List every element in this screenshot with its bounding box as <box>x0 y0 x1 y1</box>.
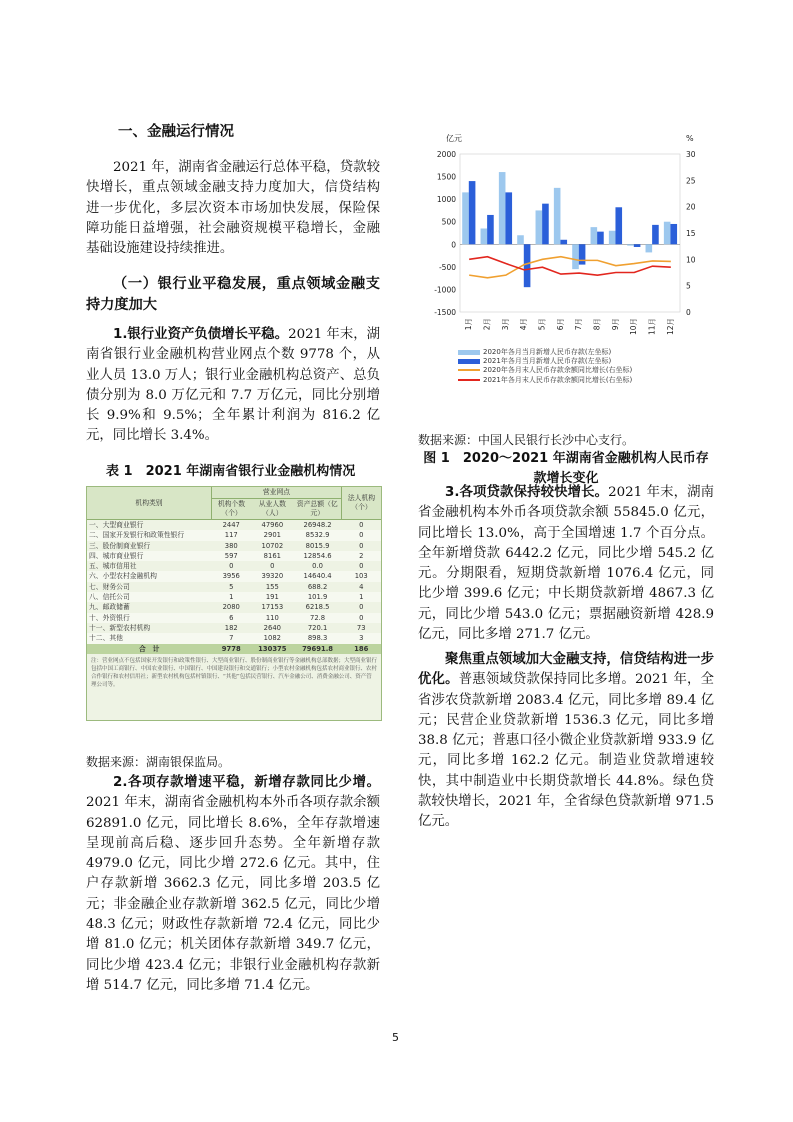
row-value: 0 <box>270 562 275 571</box>
row-value: 155 <box>265 582 279 591</box>
row-value: 2 <box>359 551 364 560</box>
intro-paragraph: 2021 年，湖南省金融运行总体平稳，贷款较快增长，重点领域金融支持力度加大，信贷结构进一步优化，多层次资本市场加快发展，保险保障功能日益增强，社会融资规模平稳增长，金融基础设施建设持续推进。 <box>86 160 380 257</box>
bar-2020 <box>481 228 488 244</box>
paragraph-body: 2021 年末，湖南省金融机构本外币各项存款余额 62891.0 亿元，同比增长 8.6%，全年存款增速呈现前高后稳、逐步回升态势。全年新增存款 4979.0 亿元，同比少增 272.6 亿元。其中，住户存款新增 3662.3 亿元，同比多增 203.5 亿元；非金融企业存款新增 362.5 亿元，同比少增 48.3 亿元；财政性存款新增 72.4 亿元，同比少增 81.0 亿元；机关团体存款新增 349.7 亿元，同比少增 423.4 亿元；非银行业金融机构存款新增 514.7 亿元，同比多增 71.4 亿元。 <box>86 795 380 993</box>
figure-caption: 图 1 2020～2021 年湖南省金融机构人民币存款增长变化 <box>423 451 709 486</box>
bar-2021 <box>652 225 659 244</box>
row-value: 0 <box>359 603 364 612</box>
table-row <box>87 623 381 633</box>
row-value: 688.2 <box>307 582 328 591</box>
row-value: 597 <box>224 551 238 560</box>
row-value: 101.9 <box>307 593 328 602</box>
table-note: 注：营业网点不包括国家开发银行和政策性银行、大型商业银行、股份制商业银行等金融机构总部数据；大型商业银行包括中国工商银行、中国农业银行、中国银行、中国建设银行和交通银行；小型农村金融机构包括农村商业银行、农村合作银行和农村信用社；新型农村机构包括村镇银行、“其他”包括民营银行、汽车金融公司、消费金融公司、资产管理公司等。 <box>91 657 378 688</box>
row-value: 8015.9 <box>305 541 330 550</box>
row-value: 898.3 <box>307 634 328 643</box>
legend-item <box>458 357 632 366</box>
bar-2021 <box>542 204 549 245</box>
row-label: 五、城市信用社 <box>89 562 137 571</box>
row-label: 七、财务公司 <box>89 582 130 591</box>
x-tick-label: 5月 <box>537 318 547 331</box>
row-value: 2080 <box>222 603 240 612</box>
row-value: 3 <box>359 634 364 643</box>
left-tick-label: -500 <box>438 262 456 272</box>
right-tick-label: 15 <box>686 229 696 238</box>
header-legal: 法人机构（个） <box>341 487 381 520</box>
table-row <box>87 561 381 571</box>
row-label: 一、大型商业银行 <box>89 521 144 529</box>
table-source: 数据来源：湖南银保监局。 <box>86 755 231 769</box>
row-value: 8161 <box>263 551 281 560</box>
row-value: 2640 <box>263 623 281 632</box>
right-tick-label: 20 <box>686 202 696 212</box>
row-value: 39320 <box>261 572 284 581</box>
bar-2021 <box>560 240 567 245</box>
paragraph-lead: 1.银行业资产负债增长平稳。 <box>113 327 289 342</box>
row-label: 四、城市商业银行 <box>89 551 144 560</box>
paragraph-lead: 3.各项贷款保持较快增长。 <box>445 485 609 500</box>
bar-2020 <box>646 244 653 252</box>
right-tick-label: 0 <box>686 308 691 317</box>
bar-2020 <box>462 192 469 244</box>
paragraph-lead: 2.各项存款增速平稳，新增存款同比少增。 <box>113 775 380 790</box>
row-value: 5 <box>229 582 234 591</box>
bar-2020 <box>554 188 561 244</box>
left-tick-label: -1500 <box>434 308 456 317</box>
row-value: 17153 <box>261 603 284 612</box>
header-count: 机构个数（个） <box>212 499 251 520</box>
row-label: 六、小型农村金融机构 <box>89 572 157 581</box>
bar-2020 <box>572 244 579 269</box>
row-value: 0 <box>229 562 234 571</box>
row-value: 1 <box>359 593 364 602</box>
row-value: 73 <box>356 623 366 632</box>
table-row <box>87 541 381 551</box>
row-value: 182 <box>224 623 238 632</box>
row-value: 3956 <box>222 572 240 581</box>
legend-label: 2021年各月末人民币存款余额同比增长(右坐标) <box>483 375 633 384</box>
bar-2020 <box>517 235 524 244</box>
x-tick-label: 9月 <box>610 318 620 331</box>
legend-swatch <box>458 350 480 355</box>
row-value: 0 <box>359 613 364 622</box>
paragraph-body: 2021 年末，湖南省金融机构本外币各项贷款余额 55845.0 亿元，同比增长 13.0%，高于全国增速 1.7 个百分点。全年新增贷款 6442.2 亿元，同比少增 545.2 亿元。分期限看，短期贷款新增 1076.4 亿元，同比少增 399.6 亿元；中长期贷款新增 4867.3 亿元，同比少增 543.0 亿元；票据融资新增 428.9 亿元，同比多增 271.7 亿元。 <box>418 485 715 643</box>
x-tick-label: 7月 <box>574 318 584 331</box>
x-tick-label: 4月 <box>519 318 529 331</box>
row-value: 6 <box>229 613 234 622</box>
row-label: 二、国家开发银行和政策性银行 <box>89 531 185 540</box>
row-value: 4 <box>359 582 364 591</box>
bar-2020 <box>591 227 598 244</box>
legend-swatch <box>458 369 480 371</box>
legend-label: 2021年各月当月新增人民币存款(左坐标) <box>483 357 612 366</box>
legend-swatch <box>458 359 480 364</box>
bar-2021 <box>670 224 677 244</box>
total-value: 186 <box>341 644 381 654</box>
row-value: 2901 <box>263 531 281 540</box>
right-tick-label: 5 <box>686 281 691 291</box>
x-tick-label: 11月 <box>647 318 657 336</box>
row-label: 三、股份制商业银行 <box>89 541 151 550</box>
row-value: 380 <box>224 541 238 550</box>
row-value: 0 <box>359 541 364 550</box>
row-value: 14640.4 <box>303 572 332 581</box>
row-value: 191 <box>265 593 279 602</box>
left-tick-label: 1500 <box>436 172 456 182</box>
left-tick-label: -1000 <box>434 285 456 295</box>
row-label: 十二、其他 <box>89 634 123 643</box>
paragraph-body: 2021 年末，湖南省银行业金融机构营业网点个数 9778 个，从业人员 13.0 万人；银行业金融机构总资产、总负债分别为 8.0 万亿元和 7.7 万亿元，同比分别增长 9.9%和 9.5%；全年累计利润为 816.2 亿元，同比增长 3.4%。 <box>86 327 380 444</box>
table-row <box>87 571 381 581</box>
header-type: 机构类别 <box>87 487 212 520</box>
total-value: 9778 <box>212 644 251 654</box>
row-value: 1 <box>229 593 234 602</box>
table-row <box>87 613 381 623</box>
table-row <box>87 602 381 612</box>
row-value: 72.8 <box>310 613 326 622</box>
x-tick-label: 2月 <box>482 318 492 331</box>
paragraph-loans <box>418 483 714 645</box>
paragraph-body: 普惠领域贷款保持同比多增。2021 年，全省涉农贷款新增 2083.4 亿元，同比多增 89.4 亿元；民营企业贷款新增 1536.3 亿元，同比多增 38.8 亿元；普惠口径小微企业贷款新增 933.9 亿元，同比多增 162.2 亿元。制造业贷款增速较快，其中制造业中长期贷款增长 44.8%。绿色贷款较快增长，2021 年，全省绿色贷款新增 971.5 亿元。 <box>418 672 714 830</box>
x-tick-label: 3月 <box>500 318 510 331</box>
section-title: 一、金融运行情况 <box>118 124 234 140</box>
table-row <box>87 530 381 540</box>
paragraph-lead: 聚焦重点领域加大金融支持，信贷结构进一步优化。 <box>418 652 714 688</box>
row-value: 12854.6 <box>303 551 332 560</box>
row-label: 八、信托公司 <box>89 593 130 602</box>
x-tick-label: 6月 <box>555 318 565 331</box>
bar-2021 <box>487 215 494 244</box>
row-label: 十、外资银行 <box>89 613 130 622</box>
left-tick-label: 2000 <box>436 150 456 159</box>
row-value: 0 <box>359 562 364 571</box>
banking-institutions-table <box>86 486 382 721</box>
legend-label: 2020年各月末人民币存款余额同比增长(右坐标) <box>483 366 633 375</box>
table-row <box>87 633 381 643</box>
table-row <box>87 582 381 592</box>
header-staff: 从业人数（人） <box>251 499 294 520</box>
left-tick-label: 0 <box>451 240 456 250</box>
table-row <box>87 551 381 561</box>
row-value: 1082 <box>263 634 281 643</box>
row-value: 103 <box>354 572 368 581</box>
chart-legend <box>458 348 632 385</box>
row-value: 117 <box>224 531 238 540</box>
figure-source: 数据来源：中国人民银行长沙中心支行。 <box>418 433 635 447</box>
x-tick-label: 1月 <box>464 318 474 331</box>
bar-2020 <box>627 244 634 245</box>
bar-2020 <box>609 231 616 245</box>
total-value: 79691.8 <box>294 644 342 654</box>
legend-item <box>458 366 632 375</box>
row-value: 2447 <box>222 521 240 529</box>
header-assets: 资产总额（亿元） <box>294 499 342 520</box>
right-tick-label: 30 <box>686 150 696 159</box>
bar-2021 <box>597 232 604 245</box>
table-caption: 表 1 2021 年湖南省银行业金融机构情况 <box>106 464 356 479</box>
bar-2020 <box>536 210 543 244</box>
row-value: 6218.5 <box>305 603 330 612</box>
row-label: 十一、新型农村机构 <box>89 623 151 632</box>
total-value: 130375 <box>251 644 294 654</box>
right-tick-label: 10 <box>686 255 696 265</box>
bar-2021 <box>634 244 641 247</box>
row-label: 九、邮政储蓄 <box>89 603 130 612</box>
bar-2021 <box>469 181 476 244</box>
bar-2021 <box>524 244 531 287</box>
x-tick-label: 10月 <box>629 318 639 336</box>
bar-2021 <box>615 207 622 244</box>
row-value: 720.1 <box>307 623 328 632</box>
subsection-title: （一）银行业平稳发展，重点领域金融支持力度加大 <box>86 276 380 313</box>
right-tick-label: 25 <box>686 176 696 186</box>
row-value: 0 <box>359 521 364 529</box>
left-tick-label: 1000 <box>436 195 456 205</box>
row-value: 7 <box>229 634 234 643</box>
row-value: 47960 <box>261 521 284 529</box>
paragraph-banking-assets <box>86 325 380 447</box>
paragraph-deposits <box>86 773 380 996</box>
right-axis-unit: % <box>686 134 694 143</box>
row-value: 8532.9 <box>305 531 330 540</box>
legend-swatch <box>458 379 480 381</box>
table-total-row <box>87 644 381 654</box>
legend-item <box>458 376 632 385</box>
paragraph-credit-structure <box>418 650 714 833</box>
row-value: 0 <box>359 531 364 540</box>
bar-2021 <box>505 192 512 244</box>
x-tick-label: 12月 <box>665 318 675 336</box>
page-number: 5 <box>392 1031 399 1044</box>
bar-2020 <box>499 172 506 244</box>
row-value: 0.0 <box>312 562 323 571</box>
legend-label: 2020年各月当月新增人民币存款(左坐标) <box>483 348 612 356</box>
x-tick-label: 8月 <box>592 318 602 331</box>
legend-item <box>458 348 632 357</box>
table-row <box>87 592 381 602</box>
left-tick-label: 500 <box>441 217 456 227</box>
table-row <box>87 520 381 531</box>
total-label: 合 计 <box>87 644 212 654</box>
header-group: 营业网点 <box>212 487 342 499</box>
row-value: 26948.2 <box>303 521 332 529</box>
bar-2020 <box>664 222 671 245</box>
row-value: 10702 <box>261 541 284 550</box>
left-axis-unit: 亿元 <box>446 134 462 143</box>
bar-2021 <box>579 244 586 264</box>
row-value: 110 <box>265 613 279 622</box>
